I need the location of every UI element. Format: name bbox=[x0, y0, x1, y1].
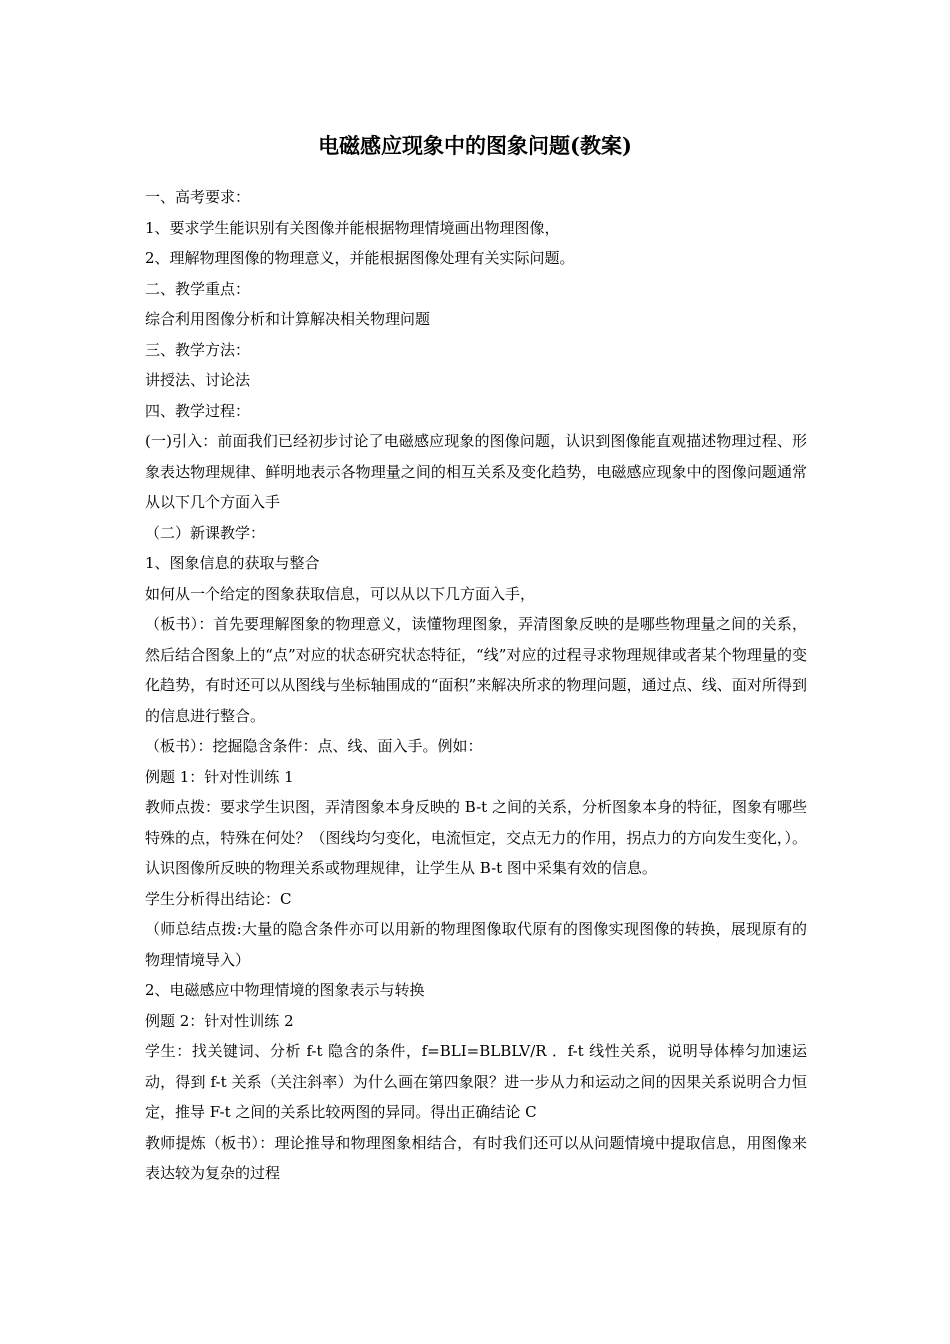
teacher-guidance-paragraph: 教师点拨：要求学生识图，弄清图象本身反映的 B-t 之间的关系，分析图象本身的特征，图象有哪些特殊的点，特殊在何处？（图线均匀变化，电流恒定，交点无力的作用，拐点力的方向发生变化，）。认识图像所反映的物理关系或物理规律，让学生从 B-t 图中采集有效的信息。 bbox=[145, 798, 807, 877]
heading-teaching-process: 四、教学过程： bbox=[145, 401, 251, 420]
teaching-focus-text: 综合利用图像分析和计算解决相关物理问题 bbox=[145, 310, 431, 328]
requirement-item-2: 2、理解物理图像的物理意义，并能根据图像处理有关实际问题。 bbox=[145, 249, 575, 267]
teacher-refinement-paragraph: 教师提炼（板书）：理论推导和物理图象相结合，有时我们还可以从问题情境中提取信息，用图像来表达较为复杂的过程 bbox=[145, 1133, 807, 1182]
section-1-heading: 1、图象信息的获取与整合 bbox=[145, 554, 320, 572]
heading-exam-requirements: 一、高考要求： bbox=[145, 188, 251, 206]
example-1-heading: 例题 1：针对性训练 1 bbox=[145, 767, 294, 786]
heading-teaching-focus: 二、教学重点： bbox=[145, 279, 251, 298]
section-1-intro: 如何从一个给定的图象获取信息，可以从以下几方面入手， bbox=[145, 584, 536, 603]
section-2-heading: 2、电磁感应中物理情境的图象表示与转换 bbox=[145, 981, 425, 999]
requirement-item-1: 1、要求学生能识别有关图像并能根据物理情境画出物理图像， bbox=[145, 218, 560, 237]
heading-new-lesson: （二）新课教学： bbox=[145, 523, 266, 542]
blackboard-note-1: （板书）：首先要理解图象的物理意义，读懂物理图象，弄清图象反映的是哪些物理量之间的关系，然后结合图象上的“点”对应的状态研究状态特征，“线”对应的过程寻求物理规律或者某个物理量的变化趋势，有时还可以从图线与坐标轴围成的“面积”来解决所求的物理问题，通过点、线、面对所得到的信息进行整合。 bbox=[145, 615, 807, 725]
introduction-paragraph: (一)引入：前面我们已经初步讨论了电磁感应现象的图像问题，认识到图像能直观描述物理过程、形象表达物理规律、鲜明地表示各物理量之间的相互关系及变化趋势，电磁感应现象中的图像问题通常从以下几个方面入手 bbox=[145, 432, 807, 511]
blackboard-note-2: （板书）：挖掘隐含条件：点、线、面入手。例如： bbox=[145, 737, 483, 755]
heading-teaching-methods: 三、教学方法： bbox=[145, 340, 251, 359]
example-2-heading: 例题 2：针对性训练 2 bbox=[145, 1011, 294, 1030]
teaching-methods-text: 讲授法、讨论法 bbox=[145, 371, 251, 389]
student-conclusion-1: 学生分析得出结论：C bbox=[145, 889, 292, 908]
student-analysis-paragraph: 学生：找关键词、分析 f-t 隐含的条件，f=BLI=BLBLV/R ．f-t 线性关系，说明导体棒匀加速运动，得到 f-t 关系（关注斜率）为什么画在第四象限？进一步从力和运动之间的因果关系说明合力恒定，推导 F-t 之间的关系比较两图的异同。得出正确结论 C bbox=[145, 1042, 807, 1121]
document-title: 电磁感应现象中的图象问题(教案) bbox=[318, 133, 632, 158]
teacher-summary-paragraph: （师总结点拨:大量的隐含条件亦可以用新的物理图像取代原有的图像实现图像的转换，展现原有的物理情境导入） bbox=[145, 920, 807, 969]
document-body bbox=[145, 182, 807, 1189]
